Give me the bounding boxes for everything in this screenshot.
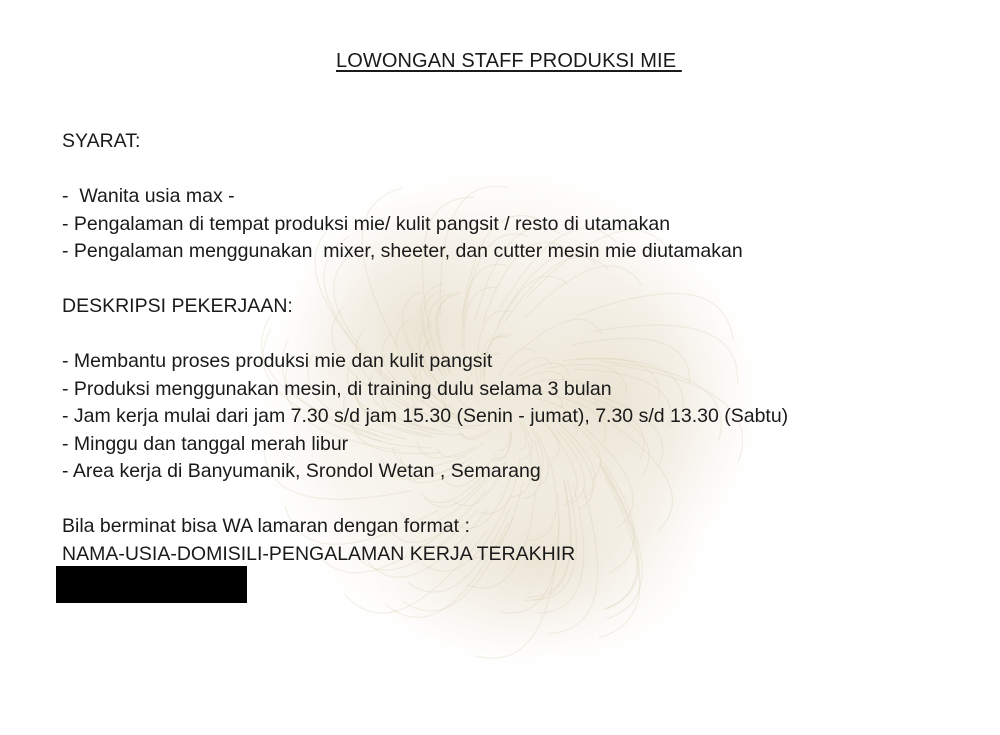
requirement-item: - Wanita usia max -: [62, 185, 235, 207]
application-instruction: Bila berminat bisa WA lamaran dengan format :: [62, 515, 470, 537]
job-description-item: - Jam kerja mulai dari jam 7.30 s/d jam 15.30 (Senin - jumat), 7.30 s/d 13.30 (Sabtu): [62, 405, 789, 427]
job-description-item: - Area kerja di Banyumanik, Srondol Wetan , Semarang: [62, 460, 541, 482]
application-format: NAMA-USIA-DOMISILI-PENGALAMAN KERJA TERAKHIR: [62, 542, 576, 565]
redacted-contact: [56, 566, 247, 603]
job-description-item: - Membantu proses produksi mie dan kulit pangsit: [62, 350, 493, 372]
requirements-heading: SYARAT:: [62, 130, 141, 152]
page-title: LOWONGAN STAFF PRODUKSI MIE: [336, 50, 682, 72]
job-description-item: - Minggu dan tanggal merah libur: [62, 432, 349, 455]
job-description-heading: DESKRIPSI PEKERJAAN:: [62, 295, 293, 317]
requirement-item: - Pengalaman di tempat produksi mie/ kulit pangsit / resto di utamakan: [62, 212, 671, 235]
job-description-item: - Produksi menggunakan mesin, di training dulu selama 3 bulan: [62, 377, 612, 400]
poster-body: [62, 128, 982, 568]
requirement-item: - Pengalaman menggunakan mixer, sheeter, dan cutter mesin mie diutamakan: [62, 240, 743, 262]
